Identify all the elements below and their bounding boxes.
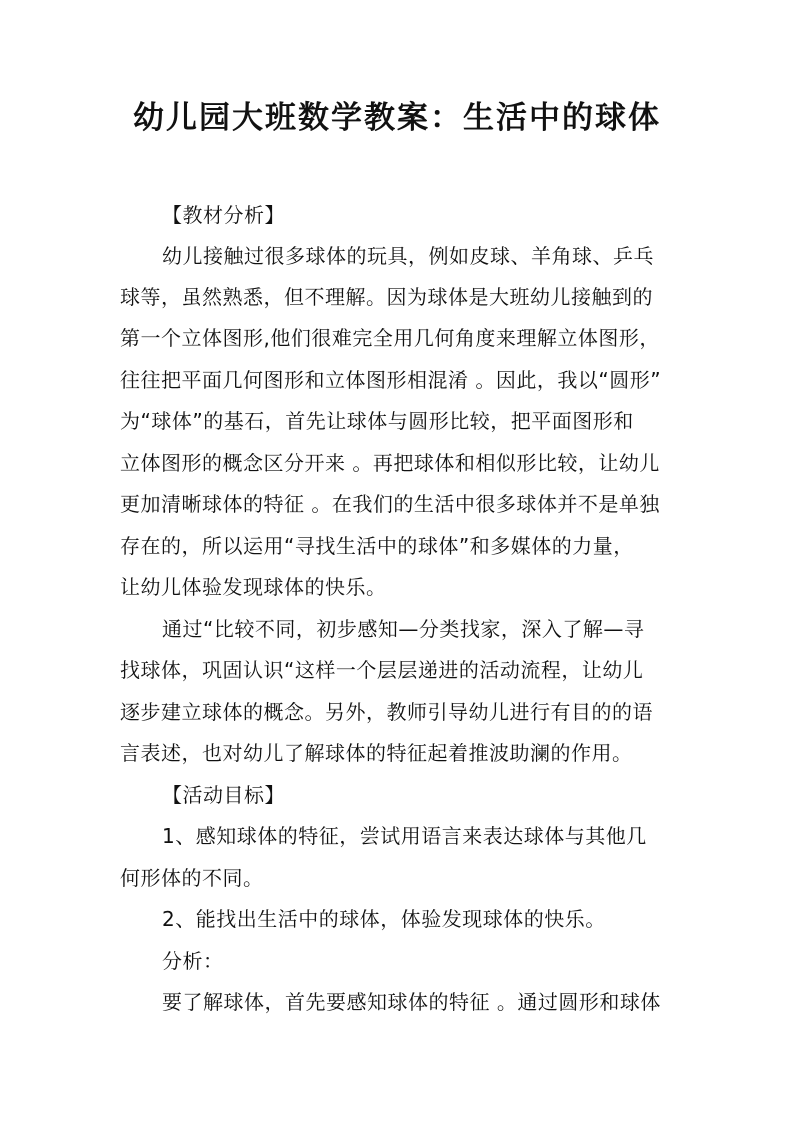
analysis-label: 分析： bbox=[162, 949, 224, 973]
paragraph-line: 更加清晰球体的特征 。在我们的生活中很多球体并不是单独 bbox=[120, 492, 660, 516]
goal-item-1-continued: 何形体的不同。 bbox=[120, 866, 264, 890]
paragraph-line: 通过“比较不同，初步感知—分类找家，深入了解—寻 bbox=[162, 617, 645, 641]
paragraph-line: 存在的，所以运用“寻找生活中的球体”和多媒体的力量， bbox=[120, 534, 634, 558]
paragraph-line: 让幼儿体验发现球体的快乐。 bbox=[120, 575, 387, 599]
paragraph-line: 找球体，巩固认识“这样一个层层递进的活动流程，让幼儿 bbox=[120, 658, 644, 682]
section-heading-material-analysis: 【教材分析】 bbox=[162, 203, 285, 227]
goal-item-2: 2、能找出生活中的球体，体验发现球体的快乐。 bbox=[162, 907, 606, 931]
paragraph-line: 幼儿接触过很多球体的玩具，例如皮球、羊角球、乒乓 bbox=[162, 244, 654, 268]
goal-item-1: 1、感知球体的特征，尝试用语言来表达球体与其他几 bbox=[162, 824, 647, 848]
paragraph-line: 言表述，也对幼儿了解球体的特征起着推波助澜的作用。 bbox=[120, 741, 633, 765]
paragraph-line: 第一个立体图形,他们很难完全用几何角度来理解立体图形， bbox=[120, 326, 660, 350]
paragraph-line: 球等，虽然熟悉，但不理解。因为球体是大班幼儿接触到的 bbox=[120, 285, 653, 309]
paragraph-line: 立体图形的概念区分开来 。再把球体和相似形比较，让幼儿 bbox=[120, 451, 660, 475]
paragraph-line: 为“球体”的基石，首先让球体与圆形比较，把平面图形和 bbox=[120, 409, 634, 433]
paragraph-line: 逐步建立球体的概念。另外，教师引导幼儿进行有目的的语 bbox=[120, 700, 653, 724]
document-title: 幼儿园大班数学教案：生活中的球体 bbox=[133, 100, 661, 136]
paragraph-line: 要了解球体，首先要感知球体的特征 。通过圆形和球体 bbox=[162, 990, 661, 1014]
paragraph-line: 往往把平面几何图形和立体图形相混淆 。因此，我以“圆形” bbox=[120, 368, 662, 392]
section-heading-activity-goals: 【活动目标】 bbox=[162, 783, 285, 807]
